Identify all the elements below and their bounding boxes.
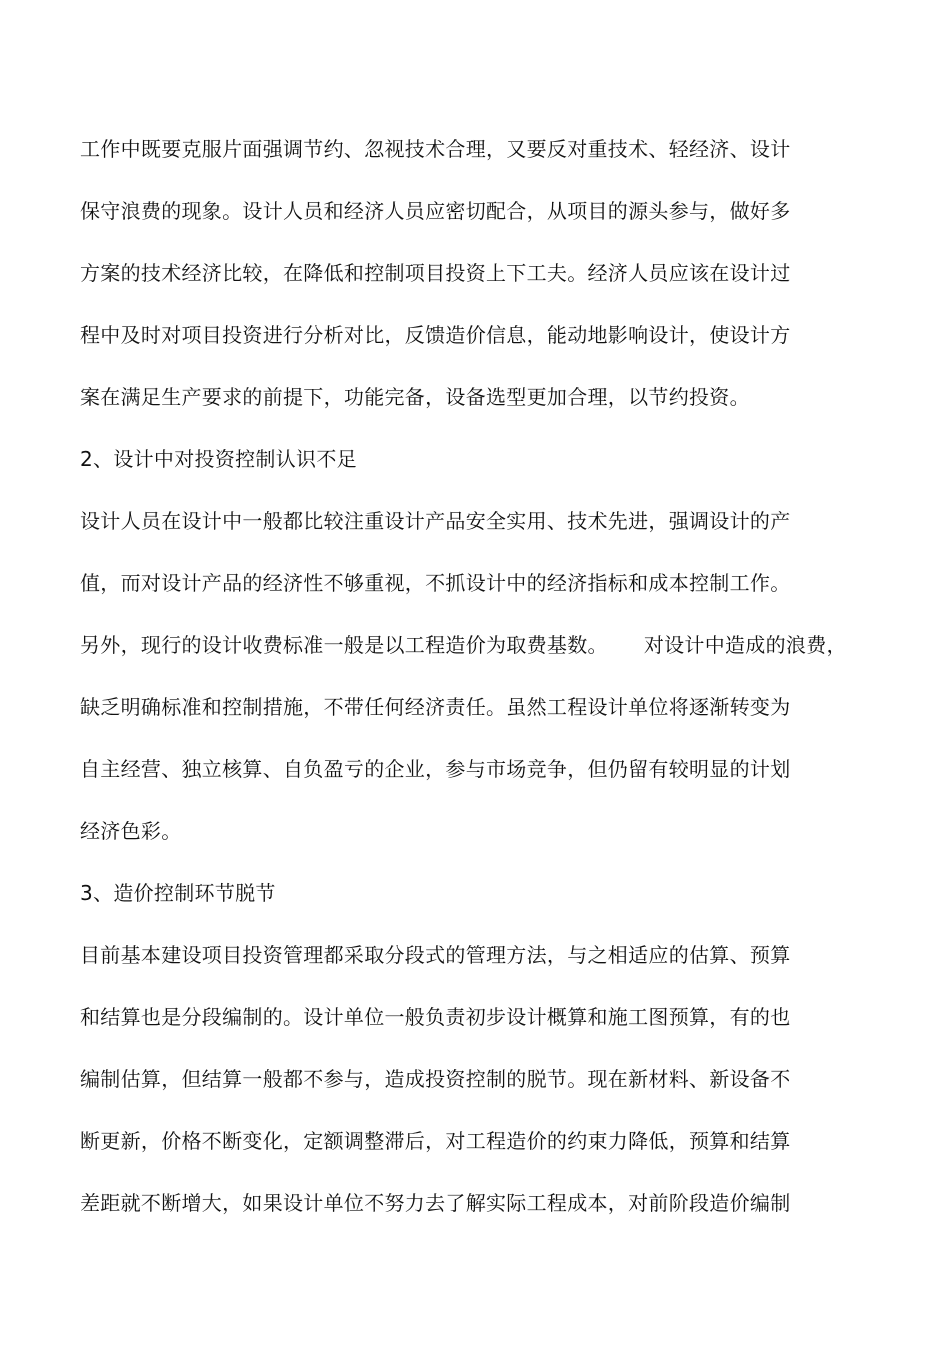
text-line: 自主经营、独立核算、自负盈亏的企业，参与市场竞争，但仍留有较明显的计划	[80, 757, 791, 781]
section-heading: 3、造价控制环节脱节	[80, 881, 276, 905]
text-line: 保守浪费的现象。设计人员和经济人员应密切配合，从项目的源头参与，做好多	[80, 199, 791, 223]
text-line: 方案的技术经济比较，在降低和控制项目投资上下工夫。经济人员应该在设计过	[80, 261, 791, 285]
text-line: 目前基本建设项目投资管理都采取分段式的管理方法，与之相适应的估算、预算	[80, 943, 791, 967]
text-line: 经济色彩。	[80, 819, 182, 843]
text-segment: 对设计中造成的浪费，	[643, 633, 847, 657]
text-line: 断更新，价格不断变化，定额调整滞后，对工程造价的约束力降低，预算和结算	[80, 1129, 791, 1153]
text-segment: 另外，现行的设计收费标准一般是以工程造价为取费基数。	[80, 633, 608, 657]
section-heading: 2、设计中对投资控制认识不足	[80, 447, 357, 471]
text-line	[80, 630, 847, 660]
text-line: 程中及时对项目投资进行分析对比，反馈造价信息，能动地影响设计，使设计方	[80, 323, 791, 347]
text-line: 工作中既要克服片面强调节约、忽视技术合理，又要反对重技术、轻经济、设计	[80, 137, 791, 161]
text-line: 值，而对设计产品的经济性不够重视，不抓设计中的经济指标和成本控制工作。	[80, 571, 791, 595]
text-line: 设计人员在设计中一般都比较注重设计产品安全实用、技术先进，强调设计的产	[80, 509, 791, 533]
text-line: 缺乏明确标准和控制措施，不带任何经济责任。虽然工程设计单位将逐渐转变为	[80, 695, 791, 719]
text-line: 差距就不断增大，如果设计单位不努力去了解实际工程成本，对前阶段造价编制	[80, 1191, 791, 1215]
text-line: 案在满足生产要求的前提下，功能完备，设备选型更加合理，以节约投资。	[80, 385, 750, 409]
text-line: 和结算也是分段编制的。设计单位一般负责初步设计概算和施工图预算，有的也	[80, 1005, 791, 1029]
text-line: 编制估算，但结算一般都不参与，造成投资控制的脱节。现在新材料、新设备不	[80, 1067, 791, 1091]
